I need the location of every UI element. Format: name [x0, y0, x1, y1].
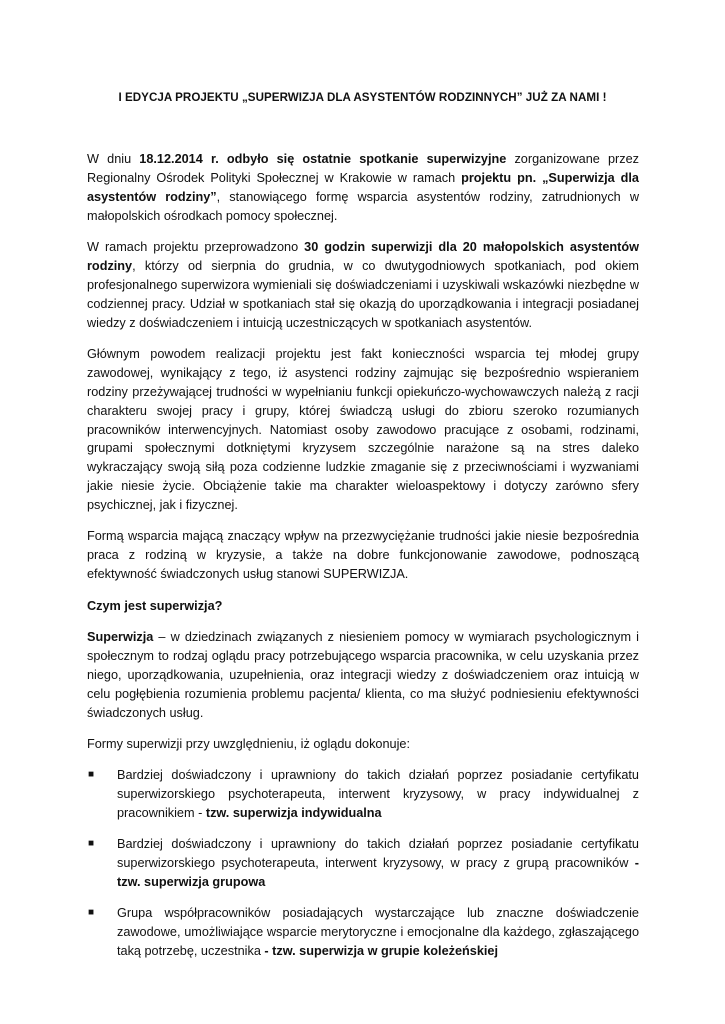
text-run: – w dziedzinach związanych z niesieniem pomocy w wymiarach psychologicznym i społecznym to rodzaj oglądu pracy potrzebującego wsparcia pracownika, w celu uzyskania przez niego, uporządkowania, uzupełnienia, oraz integracji wiedzy z doświadczeniem oraz intuicją w celu pogłębienia rozumienia problemu pacjenta/ klienta, co ma służyć podniesieniu efektywności świadczonych usług.: [87, 629, 639, 720]
paragraph-project-scope: [87, 238, 639, 333]
bold-run: projektu pn. „Superwizja dla asystentów rodziny”: [87, 170, 639, 204]
bold-run: tzw. superwizja indywidualna: [205, 805, 382, 820]
text-run: Grupa współpracowników posiadających wystarczające lub znaczne doświadczenie zawodowe, umożliwiające wsparcie merytoryczne i emocjonalne dla każdego, zgłaszającego taką potrzebę, uczestnika: [117, 906, 639, 959]
bold-run: Superwizja: [87, 629, 154, 644]
section-heading: Czym jest superwizja?: [87, 598, 223, 613]
list-item: [87, 904, 639, 961]
paragraph-support-form: Formą wsparcia mającą znaczący wpływ na przezwyciężanie trudności jakie niesie bezpośrednia praca z rodziną w kryzysie, a także na dobre funkcjonowanie zawodowe, podnoszącą efektywność świadczonych usług stanowi SUPERWIZJA.: [87, 529, 639, 582]
square-bullet-icon: ■: [88, 907, 95, 919]
list-item: [87, 835, 639, 892]
text-run: Bardziej doświadczony i uprawniony do takich działań poprzez posiadanie certyfikatu superwizorskiego psychoterapeuta, interwent kryzysowy, w pracy z grupą pracowników: [117, 837, 639, 871]
bold-run: 30 godzin superwizji dla 20 małopolskich asystentów rodziny: [87, 240, 639, 273]
bold-run: - tzw. superwizja w grupie koleżeńskiej: [264, 944, 499, 959]
square-bullet-icon: ■: [88, 838, 95, 850]
bold-run: - tzw. superwizja grupowa: [117, 856, 639, 890]
paragraph-forms-intro: Formy superwizji przy uwzględnieniu, iż oglądu dokonuje:: [87, 736, 410, 751]
text-run: W ramach projektu przeprowadzono: [87, 240, 305, 255]
text-run: zorganizowane przez Regionalny Ośrodek Polityki Społecznej w Krakowie w ramach: [87, 152, 639, 185]
document-body: [87, 150, 639, 973]
bold-run: 18.12.2014 r. odbyło się ostatnie spotkanie superwizyjne: [139, 152, 507, 166]
list-item: [87, 766, 639, 823]
paragraph-rationale: Głównym powodem realizacji projektu jest fakt konieczności wsparcia tej młodej grupy zawodowej, wynikający z tego, iż asystenci rodziny zajmując się bezpośrednio wspieraniem rodziny przeżywającej trudności w wypełnianiu funkcji opiekuńczo-wychowawczych należą z racji charakteru swojej pracy i grupy, której świadczą usługi do zbioru szeroko rozumianych pracowników interwencyjnych. Natomiast osoby zawodowo pracujące z osobami, rodzinami, grupami społecznymi dotkniętymi kryzysem szczególnie narażone są na stres daleko wykraczający swoją siłą poza codzienne ludzkie zmaganie się z przeciwnościami i wyzwaniami jakie niesie życie. Obciążenie takie ma charakter wieloaspektowy i dotyczy zarówno sfery psychicznej, jak i fizycznej.: [87, 346, 639, 513]
paragraph-definition: [87, 628, 639, 723]
text-run: , którzy od sierpnia do grudnia, w co dwutygodniowych spotkaniach, pod okiem profesjonalnego superwizora wymieniali się doświadczeniami i uzyskiwali wskazówki niezbędne w codziennej pracy. Udział w spotkaniach stał się okazją do uporządkowania i integracji posiadanej wiedzy z doświadczeniem i intuicją uczestniczących w spotkaniach asystentów.: [87, 258, 639, 330]
document-title: I EDYCJA PROJEKTU „SUPERWIZJA DLA ASYSTENTÓW RODZINNYCH” JUŻ ZA NAMI !: [118, 91, 607, 104]
forms-list: [87, 766, 639, 961]
square-bullet-icon: ■: [88, 769, 95, 781]
paragraph-intro: [87, 150, 639, 226]
text-run: Bardziej doświadczony i uprawniony do takich działań poprzez posiadanie certyfikatu superwizorskiego psychoterapeuta, interwent kryzysowy, w pracy indywidualnej z pracownikiem -: [117, 768, 639, 820]
text-run: W dniu: [87, 152, 140, 166]
text-run: , stanowiącego formę wsparcia asystentów rodziny, zatrudnionych w małopolskich ośrodkach pomocy społecznej.: [87, 189, 639, 223]
